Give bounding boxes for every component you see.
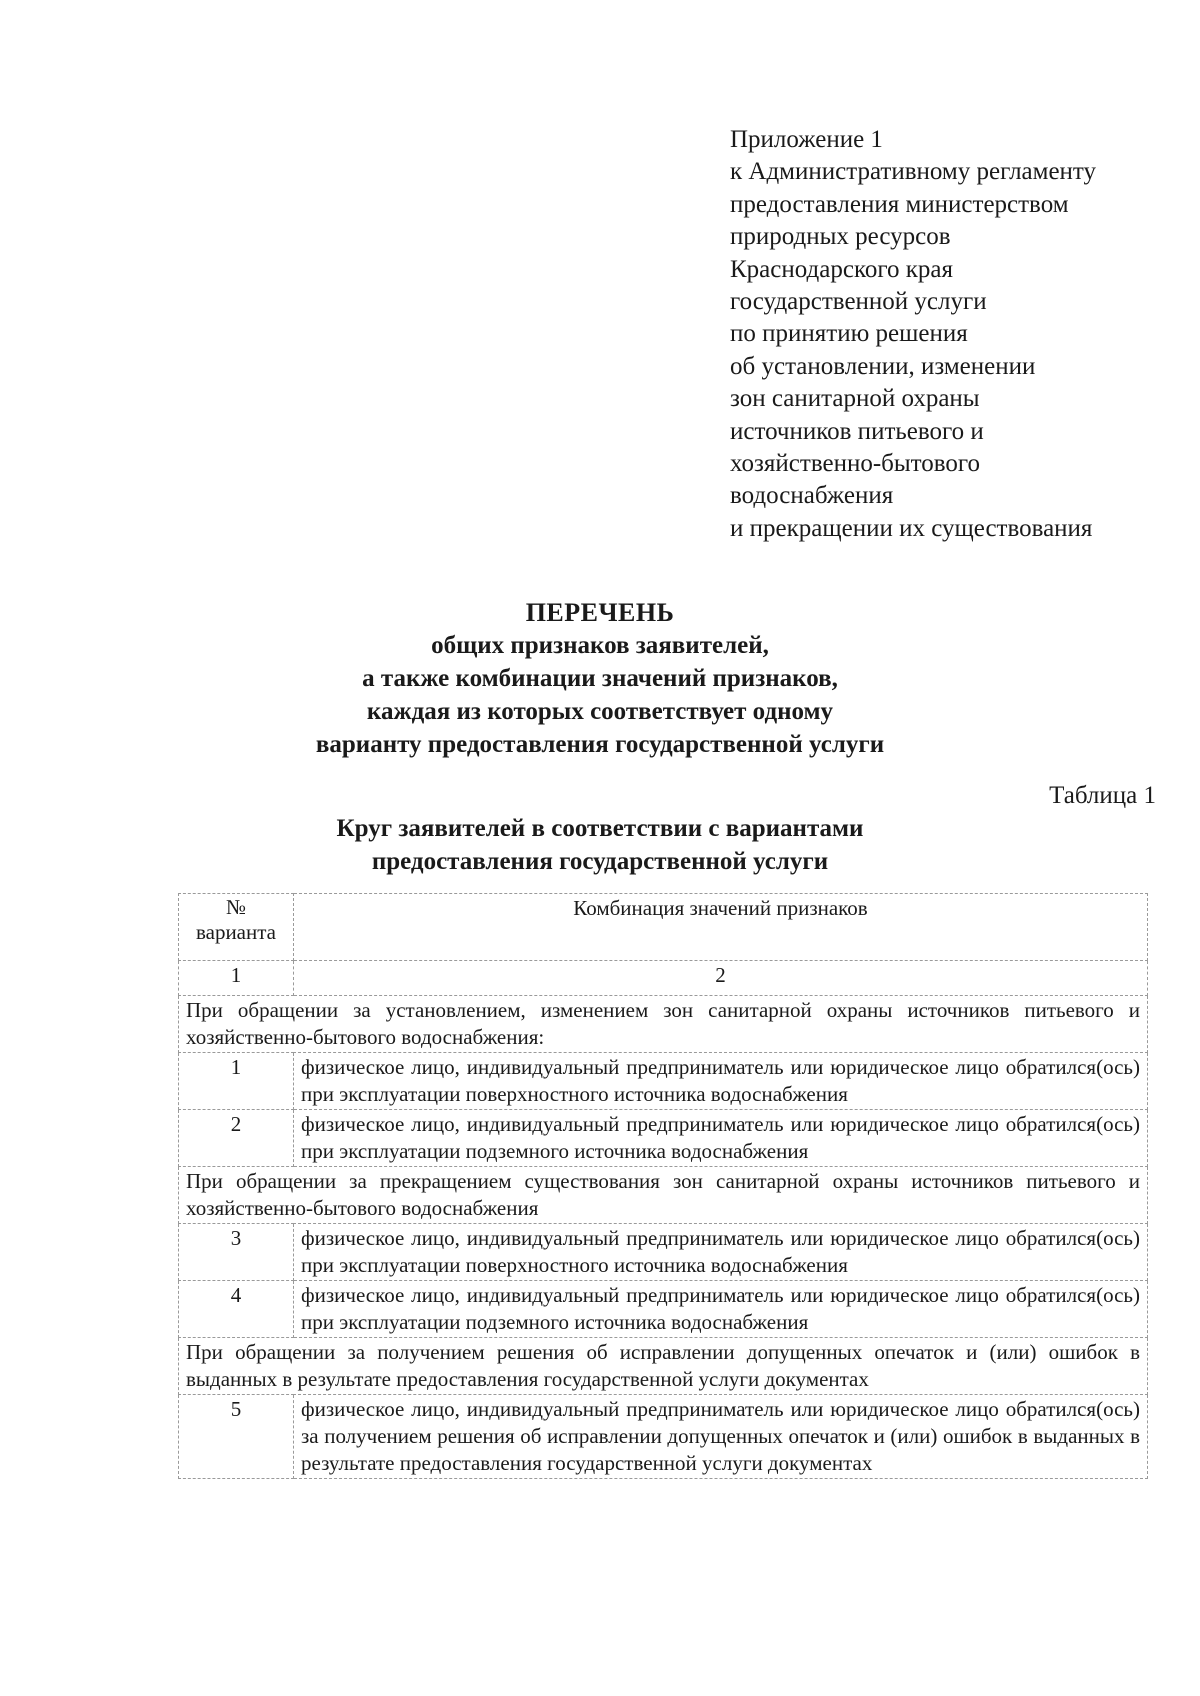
heading-title: ПЕРЕЧЕНЬ	[525, 598, 675, 627]
appendix-line: хозяйственно-бытового	[730, 450, 981, 478]
variant-description: физическое лицо, индивидуальный предприниматель или юридическое лицо обратился(ось) при эксплуатации подземного источника водоснабжения	[294, 1281, 1148, 1338]
table-row	[179, 1395, 1148, 1479]
variant-description: физическое лицо, индивидуальный предприниматель или юридическое лицо обратился(ось) за получением решения об исправлении допущенных опечаток и (или) ошибок в выданных в результате предоставления государственной услуги документах	[294, 1395, 1148, 1479]
group-row	[179, 1338, 1148, 1395]
table-row	[179, 1110, 1148, 1167]
variant-number: 5	[179, 1395, 294, 1479]
variant-number: 2	[179, 1110, 294, 1167]
appendix-line: Приложение 1	[730, 126, 883, 153]
appendix-line: зон санитарной охраны	[730, 385, 980, 413]
header-variant-word: варианта	[195, 920, 276, 944]
appendix-line: государственной услуги	[730, 288, 987, 316]
group-row	[179, 1167, 1148, 1224]
variant-description: физическое лицо, индивидуальный предприниматель или юридическое лицо обратился(ось) при эксплуатации поверхностного источника водоснабжения	[294, 1224, 1148, 1281]
applicants-table	[178, 893, 1148, 1479]
table-title-line: Круг заявителей в соответствии с вариантами	[336, 815, 864, 842]
group-row	[179, 996, 1148, 1053]
variant-description: физическое лицо, индивидуальный предприниматель или юридическое лицо обратился(ось) при эксплуатации поверхностного источника водоснабжения	[294, 1053, 1148, 1110]
appendix-line: природных ресурсов	[730, 223, 951, 251]
variant-number: 3	[179, 1224, 294, 1281]
header-combination: Комбинация значений признаков	[294, 894, 1148, 961]
table-row	[179, 1053, 1148, 1110]
appendix-block	[730, 124, 1170, 545]
table-row	[179, 1224, 1148, 1281]
column-number: 1	[179, 961, 294, 996]
heading-subtitle-line: каждая из которых соответствует одному	[366, 698, 834, 725]
appendix-line: по принятию решения	[730, 320, 968, 348]
appendix-line: Краснодарского края	[730, 255, 953, 283]
document-heading	[100, 596, 1100, 761]
column-number-row	[179, 961, 1148, 996]
table-header-row	[179, 894, 1148, 961]
appendix-line: об установлении, изменении	[730, 352, 1036, 380]
group-title: При обращении за установлением, изменением зон санитарной охраны источников питьевого и хозяйственно-бытового водоснабжения:	[179, 996, 1148, 1053]
variant-number: 1	[179, 1053, 294, 1110]
heading-subtitle-line: а также комбинации значений признаков,	[362, 665, 838, 692]
table-title	[150, 812, 1050, 878]
appendix-line: предоставления министерством	[730, 190, 1069, 218]
heading-subtitle-line: общих признаков заявителей,	[431, 632, 769, 659]
header-number-sign: №	[225, 895, 247, 919]
table-title-line: предоставления государственной услуги	[371, 848, 829, 875]
heading-subtitle-line: варианту предоставления государственной услуги	[315, 731, 885, 758]
appendix-line: и прекращении их существования	[730, 514, 1093, 542]
group-title: При обращении за получением решения об исправлении допущенных опечаток и (или) ошибок в выданных в результате предоставления государственной услуги документах	[179, 1338, 1148, 1395]
table-label: Таблица 1	[1049, 782, 1156, 809]
appendix-line: водоснабжения	[730, 482, 894, 510]
appendix-line: к Административному регламенту	[730, 158, 1097, 186]
variant-number: 4	[179, 1281, 294, 1338]
variant-description: физическое лицо, индивидуальный предприниматель или юридическое лицо обратился(ось) при эксплуатации подземного источника водоснабжения	[294, 1110, 1148, 1167]
group-title: При обращении за прекращением существования зон санитарной охраны источников питьевого и хозяйственно-бытового водоснабжения	[179, 1167, 1148, 1224]
appendix-line: источников питьевого и	[730, 417, 984, 445]
column-number: 2	[294, 961, 1148, 996]
header-variant-number	[179, 894, 294, 961]
table-row	[179, 1281, 1148, 1338]
